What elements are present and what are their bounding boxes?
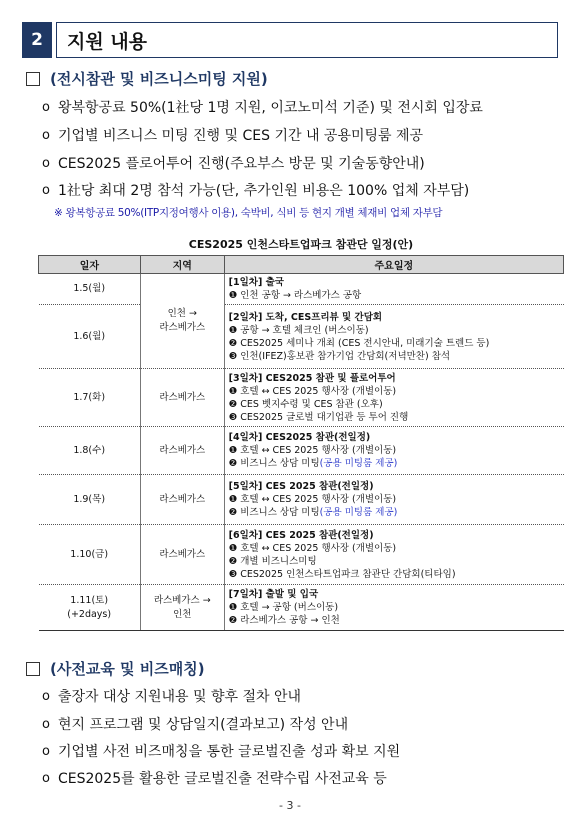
day-title: [4일차] CES2025 참관(전일정): [228, 432, 371, 444]
row-date: 1.6(월): [39, 305, 141, 369]
day-title: [5일차] CES 2025 참관(전일정): [228, 481, 374, 493]
support-bullet-text: 1社당 최대 2명 참석 가능(단, 추가인원 비용은 100% 업체 자부담): [57, 183, 470, 199]
row-schedule: [224, 585, 563, 631]
support-bullet-2: [42, 125, 423, 145]
schedule-item: ❶ 인천 공항 → 라스베가스 공항: [228, 290, 362, 302]
support-bullet-3: [42, 153, 425, 173]
cost-note: ※ 왕복항공료 50%(ITP지정여행사 이용), 숙박비, 식비 등 현지 개별 체재비 업체 자부담: [54, 207, 443, 219]
schedule-item: ❸ 인천(IFEZ)홍보관 참가기업 간담회(저녁만찬) 참석: [228, 350, 451, 362]
schedule-item: ❶ 호텔 → 공항 (버스이동): [228, 602, 339, 614]
checkbox-icon: [26, 662, 40, 676]
page-number: - 3 -: [279, 799, 301, 812]
schedule-table: [38, 255, 564, 631]
prep-bullet-text: 현지 프로그램 및 상담일지(결과보고) 작성 안내: [57, 717, 349, 733]
schedule-item: ❸ CES2025 글로벌 대기업관 등 투어 진행: [228, 411, 409, 423]
bullet-mark: o: [42, 99, 50, 115]
schedule-item: ❷ 비즈니스 상담 미팅(공용 미팅룸 제공): [228, 507, 398, 519]
section-number: 2: [22, 22, 52, 58]
day-title: [2일차] 도착, CES프리뷰 및 간담회: [228, 311, 383, 323]
row-schedule: [224, 525, 563, 585]
prep-bullet-text: 출장자 대상 지원내용 및 향후 절차 안내: [57, 689, 302, 705]
table-row: [39, 585, 564, 631]
bullet-mark: o: [42, 743, 50, 759]
row-schedule: [224, 305, 563, 369]
prep-heading-text: (사전교육 및 비즈매칭): [50, 660, 205, 678]
header-region: 지역: [140, 256, 224, 274]
bullet-mark: o: [42, 770, 50, 786]
row-date: 1.10(금): [39, 525, 141, 585]
prep-bullet-text: 기업별 사전 비즈매칭을 통한 글로벌진출 성과 확보 지원: [57, 744, 401, 760]
row-schedule: [224, 369, 563, 427]
row-schedule: [224, 274, 563, 305]
section-header: [22, 22, 558, 58]
schedule-item: ❶ 호텔 ↔ CES 2025 행사장 (개별이동): [228, 445, 397, 457]
schedule-item: ❶ 호텔 ↔ CES 2025 행사장 (개별이동): [228, 542, 397, 554]
highlight-text: (공용 미팅룸 제공): [319, 458, 398, 470]
schedule-item: ❸ CES2025 인천스타트업파크 참관단 간담회(티타임): [228, 568, 456, 580]
prep-bullet-4: [42, 768, 387, 788]
row-date: 1.9(목): [39, 475, 141, 525]
day-title: [6일차] CES 2025 참관(전일정): [228, 529, 374, 541]
support-bullet-4: [42, 180, 469, 200]
schedule-item: ❷ CES2025 세미나 개최 (CES 전시안내, 미래기술 트렌드 등): [228, 337, 490, 349]
bullet-mark: o: [42, 688, 50, 704]
row-schedule: [224, 427, 563, 475]
section-title: 지원 내용: [56, 22, 558, 58]
region-text: 인천 → 라스베가스: [159, 308, 206, 334]
row-schedule: [224, 475, 563, 525]
row-region: 라스베가스 → 인천: [140, 585, 224, 631]
row-date: 1.5(월): [39, 274, 141, 305]
row-region: 라스베가스: [140, 369, 224, 427]
row-region: [140, 274, 224, 369]
row-date: 1.11(토) (+2days): [39, 585, 141, 631]
schedule-item: ❷ CES 벳지수령 및 CES 참관 (오후): [228, 398, 383, 410]
day-title: [7일차] 출발 및 입국: [228, 589, 319, 601]
support-bullet-text: CES2025 플로어투어 진행(주요부스 방문 및 기술동향안내): [57, 156, 425, 172]
header-date: 일자: [39, 256, 141, 274]
row-region: 라스베가스: [140, 525, 224, 585]
schedule-table-title: CES2025 인천스타트업파크 참관단 일정(안): [188, 238, 414, 251]
day-title: [3일차] CES2025 참관 및 플로어투어: [228, 372, 396, 384]
support-bullet-text: 왕복항공료 50%(1社당 1명 지원, 이코노미석 기준) 및 전시회 입장료: [57, 100, 483, 116]
schedule-item: ❷ 개별 비즈니스미팅: [228, 555, 317, 567]
prep-bullet-3: [42, 741, 400, 761]
schedule-item: ❷ 라스베가스 공항 → 인천: [228, 615, 340, 627]
bullet-mark: o: [42, 716, 50, 732]
table-row: [39, 525, 564, 585]
support-heading-text: (전시참관 및 비즈니스미팅 지원): [50, 70, 268, 88]
table-row: [39, 427, 564, 475]
header-schedule: 주요일정: [224, 256, 563, 274]
row-region: 라스베가스: [140, 475, 224, 525]
prep-bullet-2: [42, 714, 348, 734]
table-row: [39, 274, 564, 305]
schedule-item: ❷ 비즈니스 상담 미팅(공용 미팅룸 제공): [228, 458, 398, 470]
prep-bullet-1: [42, 686, 301, 706]
support-bullet-text: 기업별 비즈니스 미팅 진행 및 CES 기간 내 공용미팅룸 제공: [57, 128, 424, 144]
highlight-text: (공용 미팅룸 제공): [319, 507, 398, 519]
schedule-item: ❶ 공항 → 호텔 체크인 (버스이동): [228, 324, 369, 336]
bullet-mark: o: [42, 127, 50, 143]
row-region: 라스베가스: [140, 427, 224, 475]
day-title: [1일차] 출국: [228, 277, 284, 288]
row-date: 1.7(화): [39, 369, 141, 427]
table-row: [39, 305, 564, 369]
table-row: [39, 475, 564, 525]
bullet-mark: o: [42, 182, 50, 198]
support-heading: [26, 68, 268, 89]
prep-heading: [26, 658, 205, 679]
row-date: 1.8(수): [39, 427, 141, 475]
prep-bullet-text: CES2025를 활용한 글로벌진출 전략수립 사전교육 등: [57, 771, 387, 787]
checkbox-icon: [26, 72, 40, 86]
support-bullet-1: [42, 97, 483, 117]
schedule-item: ❶ 호텔 ↔ CES 2025 행사장 (개별이동): [228, 385, 397, 397]
schedule-item: ❶ 호텔 ↔ CES 2025 행사장 (개별이동): [228, 494, 397, 506]
table-header-row: [39, 256, 564, 274]
bullet-mark: o: [42, 155, 50, 171]
table-row: [39, 369, 564, 427]
